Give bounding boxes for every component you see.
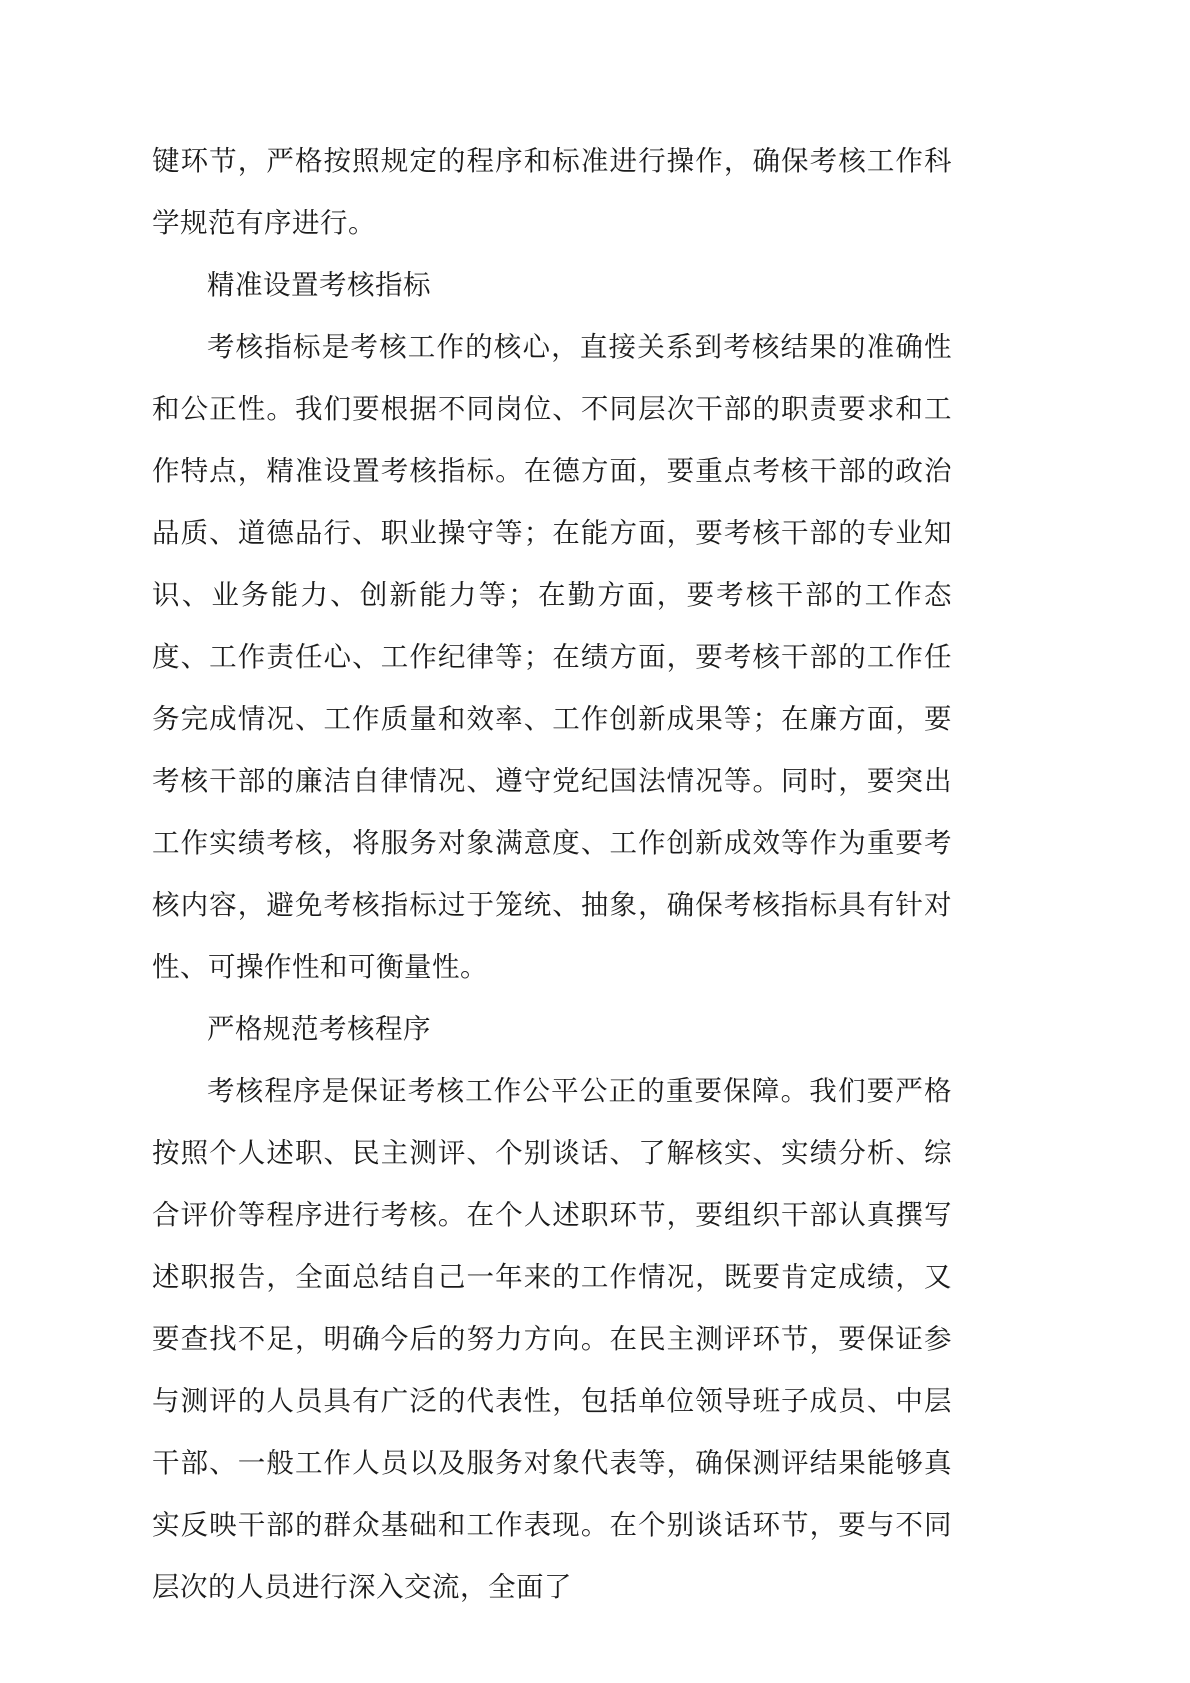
paragraph-indicators: 考核指标是考核工作的核心，直接关系到考核结果的准确性和公正性。我们要根据不同岗位、不同层次干部的职责要求和工作特点，精准设置考核指标。在德方面，要重点考核干部的政治品质、道德品行、职业操守等；在能方面，要考核干部的专业知识、业务能力、创新能力等；在勤方面，要考核干部的工作态度、工作责任心、工作纪律等；在绩方面，要考核干部的工作任务完成情况、工作质量和效率、工作创新成果等；在廉方面，要考核干部的廉洁自律情况、遵守党纪国法情况等。同时，要突出工作实绩考核，将服务对象满意度、工作创新成效等作为重要考核内容，避免考核指标过于笼统、抽象，确保考核指标具有针对性、可操作性和可衡量性。 <box>152 331 952 983</box>
paragraph-continued: 键环节，严格按照规定的程序和标准进行操作，确保考核工作科学规范有序进行。 <box>152 145 952 239</box>
heading-precise-indicators: 精准设置考核指标 <box>207 269 431 301</box>
paragraph-procedures: 考核程序是保证考核工作公平公正的重要保障。我们要严格按照个人述职、民主测评、个别谈话、了解核实、实绩分析、综合评价等程序进行考核。在个人述职环节，要组织干部认真撰写述职报告，全面总结自己一年来的工作情况，既要肯定成绩，又要查找不足，明确今后的努力方向。在民主测评环节，要保证参与测评的人员具有广泛的代表性，包括单位领导班子成员、中层干部、一般工作人员以及服务对象代表等，确保测评结果能够真实反映干部的群众基础和工作表现。在个别谈话环节，要与不同层次的人员进行深入交流，全面了 <box>152 1075 952 1603</box>
heading-standard-procedures: 严格规范考核程序 <box>207 1013 431 1045</box>
document-body <box>152 130 952 1618</box>
